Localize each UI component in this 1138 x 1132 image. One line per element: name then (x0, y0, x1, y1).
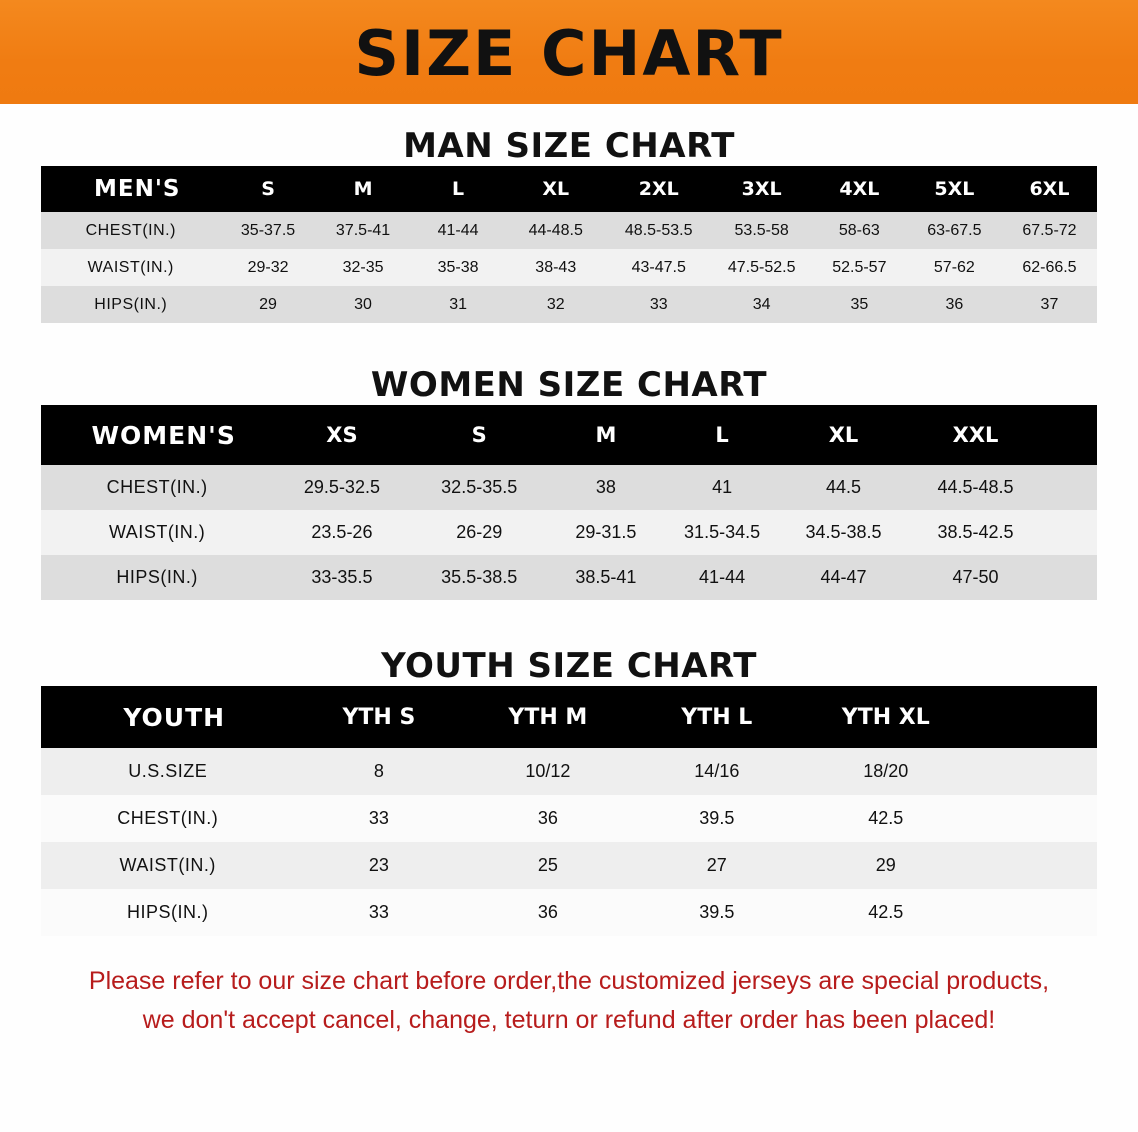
youth-cell: 27 (706, 855, 727, 875)
women-cell: 38.5-42.5 (937, 522, 1014, 542)
man-row-label: WAIST(IN.) (87, 258, 174, 276)
banner (0, 0, 1138, 104)
man-cell: 52.5-57 (832, 258, 887, 276)
youth-cell: 18/20 (863, 761, 909, 781)
youth-section-heading: YOUTH SIZE CHART (381, 646, 757, 686)
policy-note-line-2: we don't accept cancel, change, teturn or refund after order has been placed! (142, 1005, 996, 1034)
table-row (41, 555, 1097, 600)
youth-row-label: U.S.SIZE (128, 761, 208, 781)
youth-cell: 33 (368, 808, 389, 828)
policy-note (69, 962, 1069, 1040)
man-header-cell: S (261, 178, 275, 200)
youth-cell: 25 (537, 855, 558, 875)
youth-cell: 42.5 (868, 808, 904, 828)
youth-cell: 39.5 (699, 902, 735, 922)
man-header-cell: L (452, 178, 465, 200)
man-table-wrapper (41, 166, 1097, 323)
man-header-cell: 5XL (934, 178, 975, 200)
youth-header-row (41, 686, 1097, 748)
youth-cell: 14/16 (694, 761, 740, 781)
table-row (41, 889, 1097, 936)
table-row (41, 465, 1097, 510)
man-cell: 32 (546, 295, 565, 313)
youth-cell: 23 (368, 855, 389, 875)
man-size-table (41, 166, 1097, 323)
women-cell: 33-35.5 (311, 567, 373, 587)
man-cell: 32-35 (342, 258, 384, 276)
man-cell: 44-48.5 (528, 221, 583, 239)
man-cell: 35-38 (437, 258, 479, 276)
women-header-cell: XS (326, 423, 358, 447)
man-header-cell: MEN'S (94, 176, 181, 202)
women-cell: 32.5-35.5 (441, 477, 518, 497)
women-cell-spacer (1044, 555, 1097, 600)
man-section-heading: MAN SIZE CHART (403, 126, 735, 166)
women-cell: 29.5-32.5 (303, 477, 380, 497)
youth-cell: 10/12 (525, 761, 571, 781)
man-cell: 34 (752, 295, 771, 313)
women-header-row (41, 405, 1097, 465)
man-cell: 29-32 (247, 258, 289, 276)
women-table-wrapper (41, 405, 1097, 600)
man-header-cell: 6XL (1029, 178, 1070, 200)
youth-header-cell: YTH M (508, 704, 588, 730)
youth-table-wrapper (41, 686, 1097, 936)
women-cell: 44.5-48.5 (937, 477, 1014, 497)
table-row (41, 249, 1097, 286)
women-header-cell: M (595, 423, 617, 447)
youth-cell: 29 (875, 855, 896, 875)
youth-header-cell: YTH XL (841, 704, 930, 730)
man-cell: 43-47.5 (631, 258, 686, 276)
women-row-label: WAIST(IN.) (108, 522, 206, 542)
man-cell: 29 (259, 295, 277, 313)
women-cell-spacer (1044, 510, 1097, 555)
women-cell: 31.5-34.5 (684, 522, 761, 542)
man-cell: 41-44 (437, 221, 479, 239)
youth-cell: 36 (537, 902, 558, 922)
man-header-row (41, 166, 1097, 212)
man-cell: 36 (945, 295, 964, 313)
youth-cell: 36 (537, 808, 558, 828)
women-cell: 34.5-38.5 (805, 522, 882, 542)
man-row-label: CHEST(IN.) (85, 221, 176, 239)
women-cell: 38 (595, 477, 616, 497)
women-cell: 47-50 (952, 567, 999, 587)
women-cell: 29-31.5 (575, 522, 637, 542)
man-header-cell: M (353, 178, 373, 200)
table-row (41, 286, 1097, 323)
man-cell: 38-43 (535, 258, 577, 276)
women-cell: 35.5-38.5 (441, 567, 518, 587)
man-cell: 48.5-53.5 (624, 221, 693, 239)
youth-header-cell: YTH S (342, 704, 416, 730)
women-size-table (41, 405, 1097, 600)
man-cell: 53.5-58 (734, 221, 789, 239)
women-header-cell: L (715, 423, 729, 447)
man-header-cell: 4XL (839, 178, 880, 200)
youth-header-cell: YOUTH (123, 702, 226, 732)
man-cell: 31 (449, 295, 467, 313)
man-cell: 35 (850, 295, 869, 313)
youth-cell-spacer (970, 795, 1097, 842)
man-cell: 37.5-41 (335, 221, 391, 239)
women-row-label: HIPS(IN.) (116, 567, 198, 587)
man-header-cell: XL (542, 178, 570, 200)
table-row (41, 510, 1097, 555)
youth-row-label: CHEST(IN.) (117, 808, 219, 828)
youth-row-label: HIPS(IN.) (126, 902, 209, 922)
man-cell: 63-67.5 (927, 221, 982, 239)
man-cell: 30 (354, 295, 372, 313)
women-header-cell: XXL (952, 423, 999, 447)
women-header-cell: S (471, 423, 487, 447)
table-row (41, 748, 1097, 795)
table-row (41, 795, 1097, 842)
man-cell: 67.5-72 (1022, 221, 1077, 239)
man-header-cell: 3XL (741, 178, 782, 200)
youth-cell-spacer (970, 889, 1097, 936)
youth-cell: 42.5 (868, 902, 904, 922)
youth-size-table (41, 686, 1097, 936)
youth-header-cell: YTH L (681, 704, 753, 730)
women-cell: 44-47 (820, 567, 867, 587)
youth-cell: 33 (368, 902, 389, 922)
women-cell-spacer (1044, 465, 1097, 510)
women-header-cell: WOMEN'S (91, 420, 236, 450)
youth-row-label: WAIST(IN.) (119, 855, 216, 875)
women-cell: 23.5-26 (311, 522, 373, 542)
man-cell: 37 (1040, 295, 1059, 313)
table-row (41, 842, 1097, 889)
women-cell: 41 (712, 477, 733, 497)
youth-cell-spacer (970, 842, 1097, 889)
women-header-cell: XL (828, 423, 859, 447)
man-cell: 33 (649, 295, 668, 313)
women-cell: 41-44 (699, 567, 746, 587)
man-row-label: HIPS(IN.) (94, 295, 168, 313)
women-cell: 44.5 (825, 477, 862, 497)
man-header-cell: 2XL (638, 178, 679, 200)
women-cell: 38.5-41 (575, 567, 637, 587)
youth-header-spacer (970, 686, 1097, 748)
women-section-heading: WOMEN SIZE CHART (370, 365, 768, 405)
policy-note-line-1: Please refer to our size chart before order,the customized jerseys are special products, (88, 967, 1050, 995)
youth-cell: 8 (373, 761, 384, 781)
women-row-label: CHEST(IN.) (106, 477, 208, 497)
youth-cell: 39.5 (699, 808, 735, 828)
youth-cell-spacer (970, 748, 1097, 795)
women-cell: 26-29 (456, 522, 503, 542)
man-cell: 57-62 (933, 258, 975, 276)
man-cell: 62-66.5 (1022, 258, 1077, 276)
page-title: SIZE CHART (354, 17, 784, 90)
women-header-spacer (1044, 405, 1097, 465)
man-cell: 58-63 (838, 221, 880, 239)
man-cell: 47.5-52.5 (727, 258, 796, 276)
man-cell: 35-37.5 (240, 221, 296, 239)
table-row (41, 212, 1097, 249)
